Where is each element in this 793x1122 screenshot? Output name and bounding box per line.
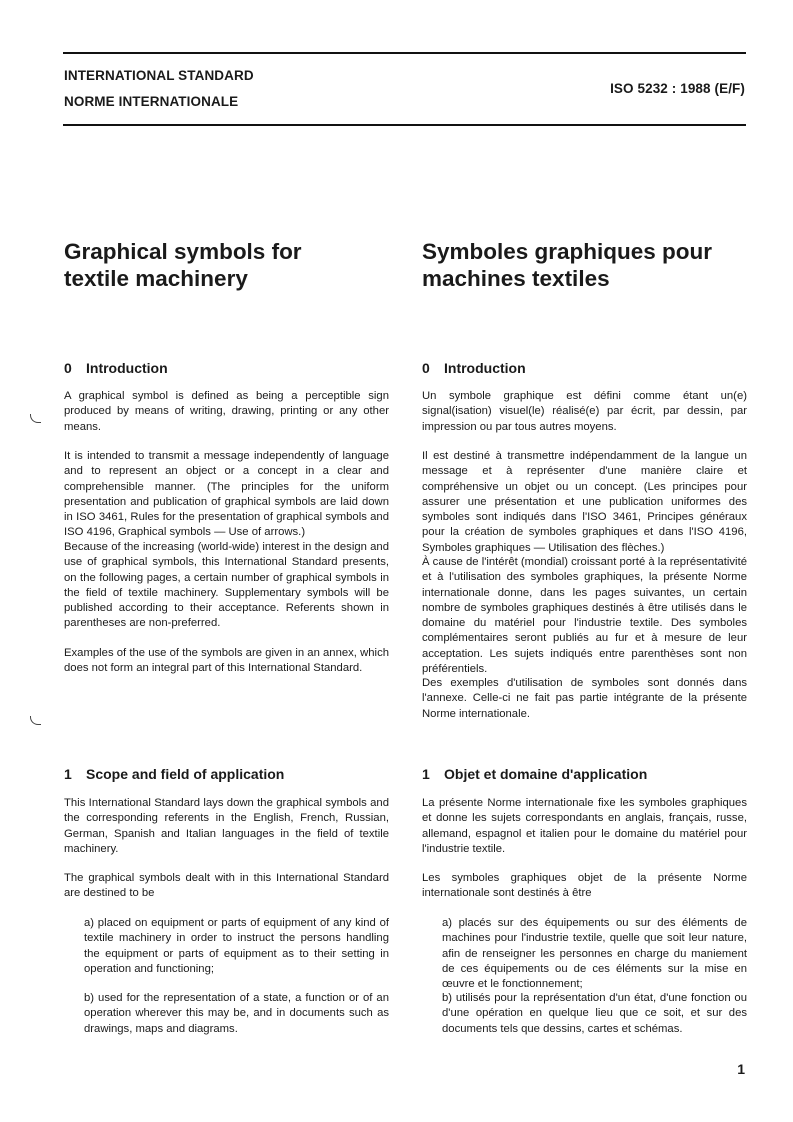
intro-body-en — [64, 389, 389, 677]
paragraph: Un symbole graphique est défini comme étant un(e) signal(isation) visuel(le) réalisé(e) par écrit, par dessin, par impression ou par tous autres moyens. — [422, 390, 747, 433]
paragraph: La présente Norme internationale fixe les symboles graphiques et donne les sujets correspondants en anglais, français, russe, allemand, espagnol et italien pour le domaine du matériel pour l'industrie textile. — [422, 797, 747, 855]
scope-heading-en — [64, 766, 284, 782]
scope-body-en — [64, 796, 389, 1037]
scope-number-fr: 1 — [422, 766, 430, 782]
paragraph: Les symboles graphiques objet de la présente Norme internationale sont destinés à être — [422, 872, 747, 900]
paragraph: A graphical symbol is defined as being a perceptible sign produced by means of writing, drawing, printing or any other means. — [64, 390, 389, 433]
list-item-a: a) placés sur des équipements ou sur des éléments de machines pour l'industrie textile, quelle que soit leur nature, afin de renseigner les personnes en charge du maniement de ces équipements ou de ces éléments sur la mise en œuvre et le fonctionnement; — [442, 917, 747, 991]
title-fr — [422, 238, 712, 292]
paragraph: It is intended to transmit a message independently of language and to represent an object or a concept in a clear and comprehensible manner. (The principles for the uniform presentation and publication of graphical symbols are laid down in ISO 3461, Rules for the presentation of graphical symbols and ISO 4196, Graphical symbols — Use of arrows.) — [64, 450, 389, 539]
list-item-a: a) placed on equipment or parts of equipment of any kind of textile machinery in order to instruct the persons handling the equipment or parts of equipment as to their setting in operation and functioning; — [84, 917, 389, 975]
paragraph: Des exemples d'utilisation de symboles sont donnés dans l'annexe. Celle-ci ne fait pas partie intégrante de la présente Norme internationale. — [422, 677, 747, 720]
title-fr-line1: Symboles graphiques pour — [422, 239, 713, 264]
paragraph: This International Standard lays down the graphical symbols and the corresponding referents in the English, French, Russian, German, Spanish and Italian languages in the field of textile machinery. — [64, 797, 389, 855]
margin-hole-mark-lower — [30, 716, 41, 725]
intro-body-fr — [422, 389, 747, 722]
intro-number-fr: 0 — [422, 360, 430, 376]
intro-number-en: 0 — [64, 360, 72, 376]
intro-heading-fr — [422, 360, 526, 376]
paragraph: Il est destiné à transmettre indépendamment de la langue un message et à représenter d'une manière claire et compréhensive un objet ou un concept. (Les principes pour assurer une présentation et une publication uniformes des symboles sont indiqués dans l'ISO 3461, Principes généraux pour la création de symboles graphiques et dans l'ISO 4196, Symboles graphiques — Utilisation des flèches.) — [422, 450, 747, 554]
margin-hole-mark-upper — [30, 414, 41, 423]
paragraph: Examples of the use of the symbols are given in an annex, which does not form an integral part of this International Standard. — [64, 647, 389, 675]
title-fr-line2: machines textiles — [422, 266, 610, 291]
scope-body-fr — [422, 796, 747, 1037]
scope-heading-fr — [422, 766, 647, 782]
standard-label-fr: NORME INTERNATIONALE — [64, 94, 239, 109]
paragraph: À cause de l'intérêt (mondial) croissant porté à la représentativité et à l'utilisation des symboles graphiques, la présente Norme internationale donne, dans les pages suivantes, un certain nombre de symboles graphiques destinés à être utilisés dans le domaine du matériel pour l'industrie textile. Des symboles complémentaires seront publiés au fur et à mesure de leur acceptation. Les sujets indiqués entre parenthèses sont non préférentiels. — [422, 556, 747, 676]
list-item-b: b) used for the representation of a state, a function or of an operation wherever this may be, and in documents such as drawings, maps and diagrams. — [84, 992, 389, 1035]
standard-reference: ISO 5232 : 1988 (E/F) — [610, 81, 745, 96]
title-en — [64, 238, 302, 292]
list-item-b: b) utilisés pour la représentation d'un état, d'une fonction ou d'une opération en quelque lieu que ce soit, et sur des documents tels que dessins, cartes et schémas. — [442, 992, 747, 1035]
intro-title-fr: Introduction — [444, 360, 526, 376]
header-rule — [63, 124, 746, 126]
title-en-line2: textile machinery — [64, 266, 248, 291]
paragraph: Because of the increasing (world-wide) interest in the design and use of graphical symbols, this International Standard presents, on the following pages, a certain number of graphical symbols in the field of textile machinery. Supplementary symbols will be published according to their acceptance. Referents shown in parentheses are non-preferred. — [64, 541, 389, 630]
paragraph: The graphical symbols dealt with in this International Standard are destined to be — [64, 872, 389, 900]
intro-title-en: Introduction — [86, 360, 168, 376]
scope-number-en: 1 — [64, 766, 72, 782]
standard-label-en: INTERNATIONAL STANDARD — [64, 68, 254, 83]
scope-title-fr: Objet et domaine d'application — [444, 766, 648, 782]
scope-title-en: Scope and field of application — [86, 766, 285, 782]
title-en-line1: Graphical symbols for — [64, 239, 302, 264]
page-number: 1 — [737, 1061, 745, 1077]
intro-heading-en — [64, 360, 168, 376]
top-rule — [63, 52, 746, 54]
